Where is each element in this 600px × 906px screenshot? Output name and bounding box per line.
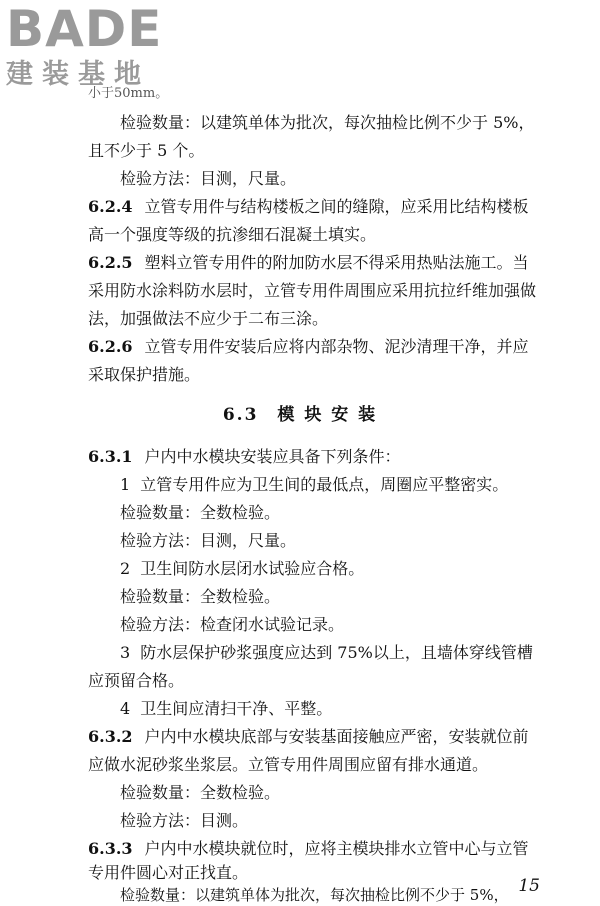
text-line: 检验数量：以建筑单体为批次，每次抽检比例不少于 5%， [120, 886, 509, 904]
list-text: 卫生间应清扫干净、平整。 [140, 699, 333, 718]
text-line: 法，加强做法不应少于二布三涂。 [88, 309, 329, 328]
text-line: 采用防水涂料防水层时，立管专用件周围应采用抗拉纤维加强做 [88, 281, 537, 300]
text-line: 专用件圆心对正找直。 [88, 863, 249, 882]
list-item [0, 642, 600, 664]
text-line: 应预留合格。 [88, 671, 185, 690]
logo-subtitle: 建装基地 [6, 59, 150, 90]
article-text: 塑料立管专用件的附加防水层不得采用热贴法施工。当 [144, 253, 529, 272]
article-number: 6.3.3 [88, 839, 133, 858]
truncated-line-fragment: 小于50mm。 [88, 86, 169, 101]
text-line: 高一个强度等级的抗渗细石混凝土填实。 [88, 225, 377, 244]
article-number: 6.2.6 [88, 337, 133, 356]
article-6-2-4 [0, 196, 600, 218]
article-number: 6.2.4 [88, 197, 133, 216]
text-line: 检验数量：全数检验。 [120, 783, 281, 802]
text-line: 应做水泥砂浆坐浆层。立管专用件周围应留有排水通道。 [88, 755, 489, 774]
article-text: 立管专用件安装后应将内部杂物、泥沙清理干净，并应 [144, 337, 529, 356]
article-text: 户内中水模块底部与安装基面接触应严密，安装就位前 [144, 727, 529, 746]
article-6-2-6 [0, 336, 600, 358]
list-number: 4 [120, 699, 131, 718]
list-item [0, 558, 600, 580]
article-6-3-3 [0, 838, 600, 860]
list-text: 卫生间防水层闭水试验应合格。 [140, 559, 365, 578]
list-text: 立管专用件应为卫生间的最低点，周圈应平整密实。 [140, 475, 509, 494]
text-line: 检验数量：全数检验。 [120, 503, 281, 522]
article-6-2-5 [0, 252, 600, 274]
list-number: 2 [120, 559, 131, 578]
text-line: 检验方法：目测，尺量。 [120, 169, 297, 188]
page-number: 15 [518, 876, 540, 896]
list-number: 3 [120, 643, 131, 662]
text-line: 采取保护措施。 [88, 365, 201, 384]
list-item [0, 698, 600, 720]
article-number: 6.2.5 [88, 253, 133, 272]
article-text: 户内中水模块就位时，应将主模块排水立管中心与立管 [144, 839, 529, 858]
article-6-3-2 [0, 726, 600, 748]
article-number: 6.3.1 [88, 447, 133, 466]
list-number: 1 [120, 475, 131, 494]
text-line: 且不少于 5 个。 [88, 141, 205, 160]
article-number: 6.3.2 [88, 727, 133, 746]
list-text: 防水层保护砂浆强度应达到 75%以上，且墙体穿线管槽 [140, 643, 533, 662]
text-line: 检验数量：全数检验。 [120, 587, 281, 606]
article-text: 立管专用件与结构楼板之间的缝隙，应采用比结构楼板 [144, 197, 529, 216]
text-line: 检验方法：目测。 [120, 811, 249, 830]
article-text: 户内中水模块安装应具备下列条件： [144, 447, 401, 466]
text-line: 检验数量：以建筑单体为批次，每次抽检比例不少于 5%， [120, 113, 535, 132]
text-line: 检验方法：检查闭水试验记录。 [120, 615, 345, 634]
list-item [0, 474, 600, 496]
section-heading: 6.3 模 块 安 装 [222, 405, 378, 425]
text-line: 检验方法：目测，尺量。 [120, 531, 297, 550]
logo-wordmark: BADE [6, 0, 163, 58]
article-6-3-1 [0, 446, 600, 468]
